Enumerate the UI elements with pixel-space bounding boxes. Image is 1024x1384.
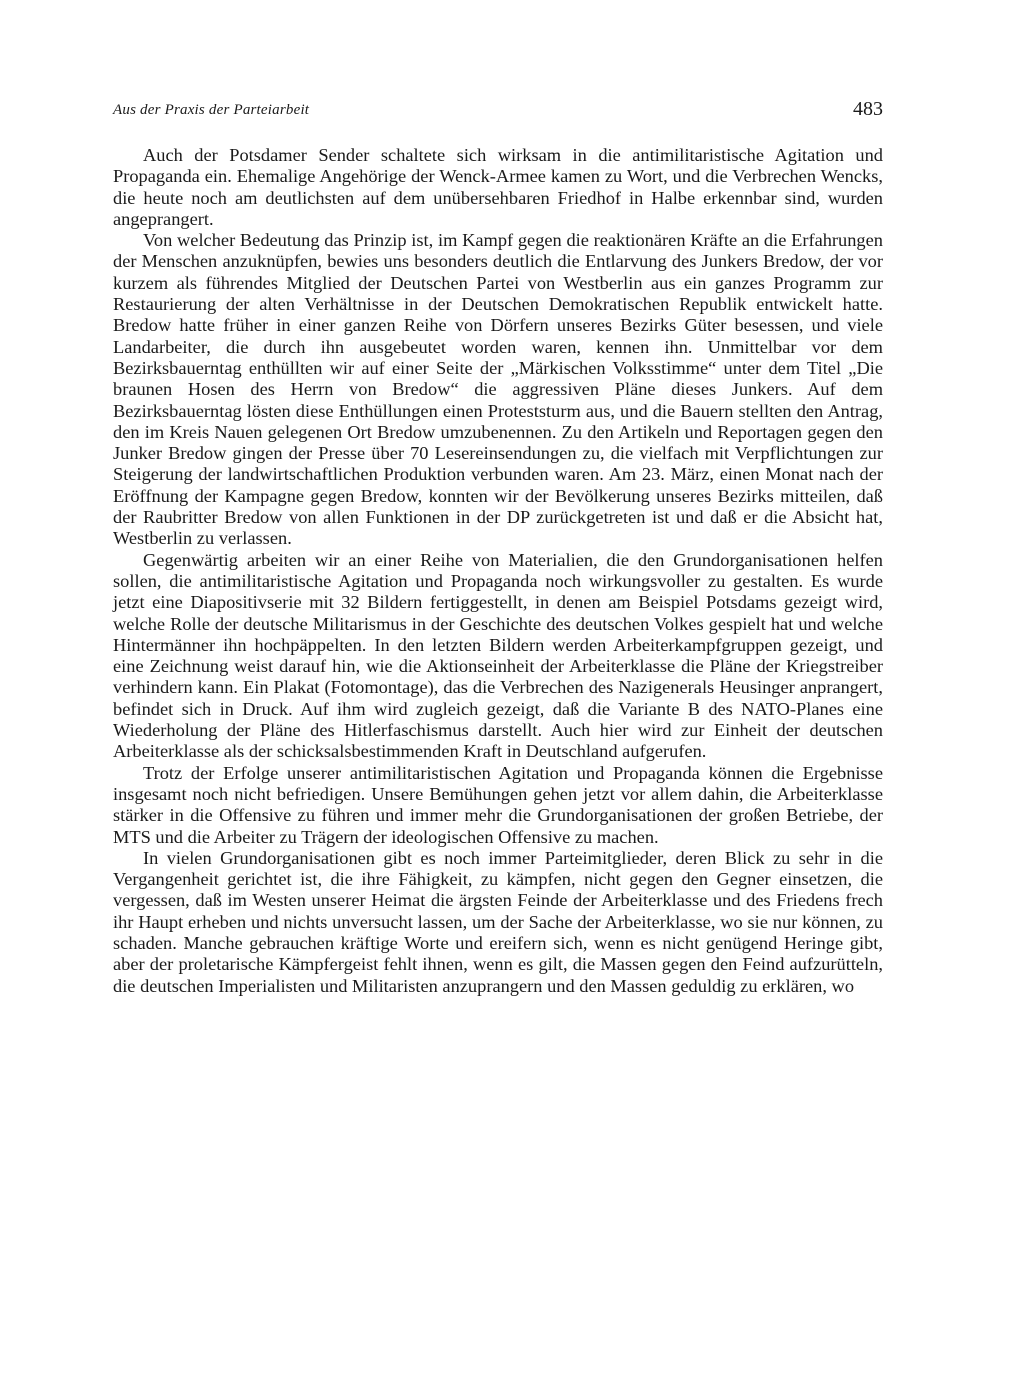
body-text xyxy=(113,145,883,997)
paragraph: In vielen Grundorganisationen gibt es noch immer Parteimitglieder, deren Blick zu sehr in die Vergangenheit gerichtet ist, die ihre Fähigkeit, zu kämpfen, nicht gegen den Gegner einsetzen, die vergessen, daß im Westen unserer Heimat die ärgsten Feinde der Arbeiterklasse und des Friedens frech ihr Haupt erheben und nichts unversucht lassen, um der Sache der Arbeiterklasse, wo sie nur können, zu schaden. Manche gebrauchen kräftige Worte und ereifern sich, wenn es nicht genügend Heringe gibt, aber der proletarische Kämpfergeist fehlt ihnen, wenn es gilt, die Massen gegen den Feind aufzurütteln, die deutschen Imperialisten und Militaristen anzuprangern und den Massen geduldig zu erklären, wo xyxy=(113,847,883,996)
paragraph: Auch der Potsdamer Sender schaltete sich wirksam in die antimilitaristische Agitation und Propaganda ein. Ehemalige Angehörige der Wenck-Armee kamen zu Wort, und die Verbrechen Wencks, die heute noch am deutlichsten auf dem unübersehbaren Friedhof in Halbe erkennbar sind, wurden angeprangert. xyxy=(113,145,883,229)
page-header xyxy=(113,98,883,126)
paragraph: Trotz der Erfolge unserer antimilitaristischen Agitation und Propaganda können die Ergebnisse insgesamt noch nicht befriedigen. Unsere Bemühungen gehen jetzt vor allem dahin, die Arbeiterklasse stärker in die Offensive zu führen und immer mehr die Grundorganisationen der großen Betriebe, der MTS und die Arbeiter zu Trägern der ideologischen Offensive zu machen. xyxy=(113,762,883,847)
paragraph: Gegenwärtig arbeiten wir an einer Reihe von Materialien, die den Grundorganisationen helfen sollen, die antimilitaristische Agitation und Propaganda noch wirkungsvoller zu gestalten. Es wurde jetzt eine Diapositivserie mit 32 Bildern fertiggestellt, in denen am Beispiel Potsdams gezeigt wird, welche Rolle der deutsche Militarismus in der Geschichte des deutschen Volkes gespielt hat und welche Hintermänner ihn hochpäppelten. In den letzten Bildern werden Arbeiterkampfgruppen gezeigt, und eine Zeichnung weist darauf hin, wie die Aktionseinheit der Arbeiterklasse die Pläne der Kriegstreiber verhindern kann. Ein Plakat (Fotomontage), das die Verbrechen des Nazigenerals Heusinger anprangert, befindet sich in Druck. Auf ihm wird zugleich gezeigt, daß die Variante B des NATO-Planes eine Wiederholung der Pläne des Hitlerfaschismus darstellt. Auch hier wird zur Einheit der deutschen Arbeiterklasse als der schicksalsbestimmenden Kraft in Deutschland aufgerufen. xyxy=(113,549,883,762)
paragraph: Von welcher Bedeutung das Prinzip ist, im Kampf gegen die reaktionären Kräfte an die Erfahrungen der Menschen anzuknüpfen, bewies uns besonders deutlich die Entlarvung des Junkers Bredow, der vor kurzem als führendes Mitglied der Deutschen Partei von Westberlin aus ein ganzes Programm zur Restaurierung der alten Verhältnisse in der Deutschen Demokratischen Republik entwickelt hatte. Bredow hatte früher in einer ganzen Reihe von Dörfern unseres Bezirks Güter besessen, und viele Landarbeiter, die durch ihn ausgebeutet worden waren, kennen ihn. Unmittelbar vor dem Bezirksbauerntag enthüllten wir auf einer Seite der „Märkischen Volksstimme“ unter dem Titel „Die braunen Hosen des Herrn von Bredow“ die aggressiven Pläne dieses Junkers. Auf dem Bezirksbauerntag lösten diese Enthüllungen einen Proteststurm aus, und die Bauern stellten den Antrag, den im Kreis Nauen gelegenen Ort Bredow umzubenennen. Zu den Artikeln und Reportagen gegen den Junker Bredow gingen der Presse über 70 Lesereinsendungen zu, die vielfach mit Verpflichtungen zur Steigerung der landwirtschaftlichen Produktion verbunden waren. Am 23. März, einen Monat nach der Eröffnung der Kampagne gegen Bredow, konnten wir der Bevölkerung unseres Bezirks mitteilen, daß der Raubritter Bredow von allen Funktionen in der DP zurückgetreten ist und daß er die Absicht hat, Westberlin zu verlassen. xyxy=(113,230,883,549)
running-head: Aus der Praxis der Parteiarbeit xyxy=(113,102,310,118)
page-number: 483 xyxy=(853,98,883,120)
